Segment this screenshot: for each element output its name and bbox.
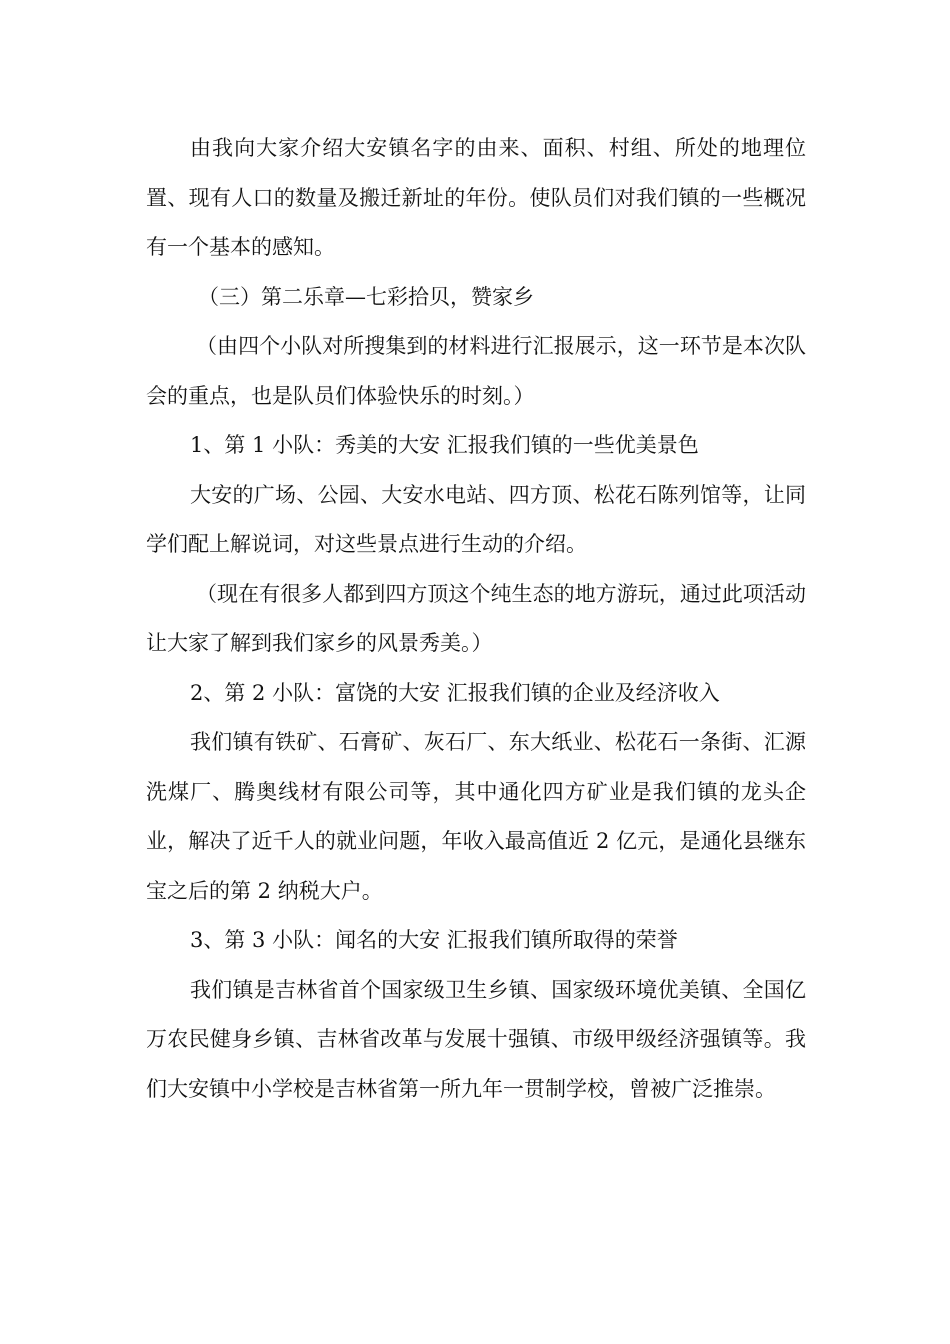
section-heading-three: （三）第二乐章—七彩拾贝，赞家乡: [198, 284, 534, 309]
paragraph-note-sifangding: （现在有很多人都到四方顶这个纯生态的地方游玩，通过此项活动让大家了解到我们家乡的风景秀美。）: [146, 581, 806, 655]
team-3-heading: 3、第 3 小队：闻名的大安 汇报我们镇所取得的荣誉: [190, 928, 678, 952]
paragraph-note-presentation: （由四个小队对所搜集到的材料进行汇报展示，这一环节是本次队会的重点，也是队员们体验快乐的时刻。）: [146, 334, 806, 408]
paragraph-intro: 由我向大家介绍大安镇名字的由来、面积、村组、所处的地理位置、现有人口的数量及搬迁新址的年份。使队员们对我们镇的一些概况有一个基本的感知。: [146, 136, 806, 259]
team-2-heading: 2、第 2 小队：富饶的大安 汇报我们镇的企业及经济收入: [190, 680, 720, 705]
paragraph-honors: 我们镇是吉林省首个国家级卫生乡镇、国家级环境优美镇、全国亿万农民健身乡镇、吉林省改革与发展十强镇、市级甲级经济强镇等。我们大安镇中小学校是吉林省第一所九年一贯制学校，曾被广泛推崇。: [146, 977, 806, 1101]
team-1-heading: 1、第 1 小队：秀美的大安 汇报我们镇的一些优美景色: [190, 433, 699, 457]
paragraph-scenery: 大安的广场、公园、大安水电站、四方顶、松花石陈列馆等，让同学们配上解说词，对这些景点进行生动的介绍。: [146, 482, 806, 556]
document-body: [146, 124, 806, 1114]
paragraph-enterprises: 我们镇有铁矿、石膏矿、灰石厂、东大纸业、松花石一条街、汇源洗煤厂、腾奥线材有限公司等，其中通化四方矿业是我们镇的龙头企业，解决了近千人的就业问题，年收入最高值近 2 亿元，是通化县继东宝之后的第 2 纳税大户。: [146, 730, 806, 903]
